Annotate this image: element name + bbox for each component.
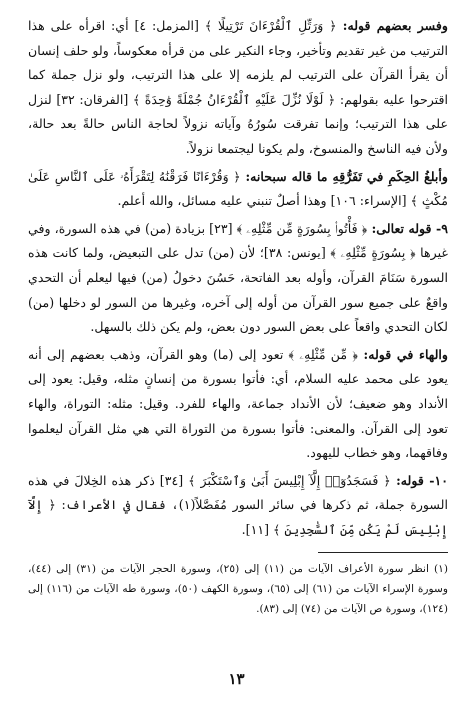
paragraph-5 [28,469,448,543]
paragraph-lead: والهاء في قوله: [357,346,449,362]
paragraph-lead: وفسر بعضهم قوله: [336,18,448,33]
paragraph-text: ﴿ وَرَتِّلِ ٱلْقُرْءَانَ تَرْتِيلًا ﴾ [المزمل: ٤] أي: اقرأه على هذا الترتيب من غير تقديم وتأخير، وجاء النكير على من قرأه معكوساً، ولو حلف إنسان أن يقرأ القرآن على الترتيب لم يلزمه إلا على هذا الترتيب، ولو نزل جملة كما اقترحوا عليه بقولهم: ﴿ لَوْلَا نُزِّلَ عَلَيْهِ ٱلْقُرْءَانُ جُمْلَةً وَٰحِدَةً ﴾ [الفرقان: ٣٢] لنزل على هذا الترتيب؛ وإنما تفرقت سُورُهُ وآياته نزولاً لحاجة الناس حالةً بعد حالة، ولأن فيه الناسخ والمنسوخ، ولم يكونا ليجتمعا نزولاً. [28,18,448,156]
paragraph-3 [28,217,448,340]
paragraph-lead: وأبلغُ الحِكَمِ في تَفَرُّقِهِ ما قاله سبحانه: [240,168,448,184]
paragraph-text: ﴿ مِّن مِّثْلِهِۦ ﴾ تعود إلى (ما) وهو القرآن، وذهب بعضهم إلى أنه يعود على محمد عليه السلام، أي: فأتوا بسورة من إنسانٍ مثله، وقيل: يعود إلى الأنداد وهو ضعيف؛ لأن الأنداد جماعة، والهاء للفرد. وقيل: مثله: التوراة، والهاء تعود إلى القرآن. والمعنى: فأتوا بسورة من التوراة التي هي مثل القرآن ليعلموا وفاقهما، وهو خطاب لليهود. [28,346,448,461]
paragraph-text: ﴿ فَسَجَدُوٓا۟ إِلَّآ إِبْلِيسَ أَبَىٰ وَٱسْتَكْبَرَ ﴾ [٣٤] ذكر هذه الخِلالَ في هذه السورة جملة، ثم ذكرها في سائر السور مُفَصَّلاً(١)، فقال في الأعراف: ﴿ إِلَّآ إِبْلِيسَ لَمْ يَكُن مِّنَ ٱلسَّٰجِدِينَ ﴾ [١١]. [28,472,448,537]
footnote-1: (١) انظر سورة الأعراف الآيات من (١١) إلى (٢٥)، وسورة الحجر الآيات من (٣١) إلى (٤٤)، وسورة الإسراء الآيات من (٦١) إلى (٦٥)، وسورة الكهف (٥٠)، وسورة طه الآيات من (١١٦) إلى (١٢٤)، وسورة ص الآيات من (٧٤) إلى (٨٣). [28,563,448,616]
paragraph-1 [28,14,448,162]
paragraph-2 [28,165,448,214]
page-number: ١٣ [228,670,245,688]
footnotes [28,559,448,619]
paragraph-text: ﴿ وَقُرْءَانًا فَرَقْنَٰهُ لِتَقْرَأَهُۥ عَلَى ٱلنَّاسِ عَلَىٰ مُكْثٍ ﴾ [الإسراء: ١٠٦] وهذا أصلٌ تنبني عليه مسائل، والله أعلم. [28,168,448,209]
footnote-divider [318,552,448,553]
paragraph-4 [28,343,448,466]
page-content [28,14,448,619]
paragraph-lead: ٩- قوله تعالى: [367,220,448,236]
main-text [28,14,448,542]
paragraph-lead: ١٠- قوله: [390,472,448,488]
paragraph-text: ﴿ فَأْتُوا۟ بِسُورَةٍ مِّن مِّثْلِهِۦ ﴾ [٢٣] بزيادة (من) في هذه السورة، وفي غيرها ﴿ بِسُورَةٍ مِّثْلِهِۦ ﴾ [يونس: ٣٨]؛ لأن (من) تدل على التبعيض، ولما كانت هذه السورة سَنَامَ القرآن، وأوله بعد الفاتحة، حَسُنَ دخولُ (من) فيها ليعلم أن التحدي واقعٌ على جميع سور القرآن من أوله إلى آخره، وغيرها من السور لو دخلها (من) لكان التحدي واقعاً على بعض السور دون بعض، ولم يكن ذلك بالسهل. [28,220,448,335]
